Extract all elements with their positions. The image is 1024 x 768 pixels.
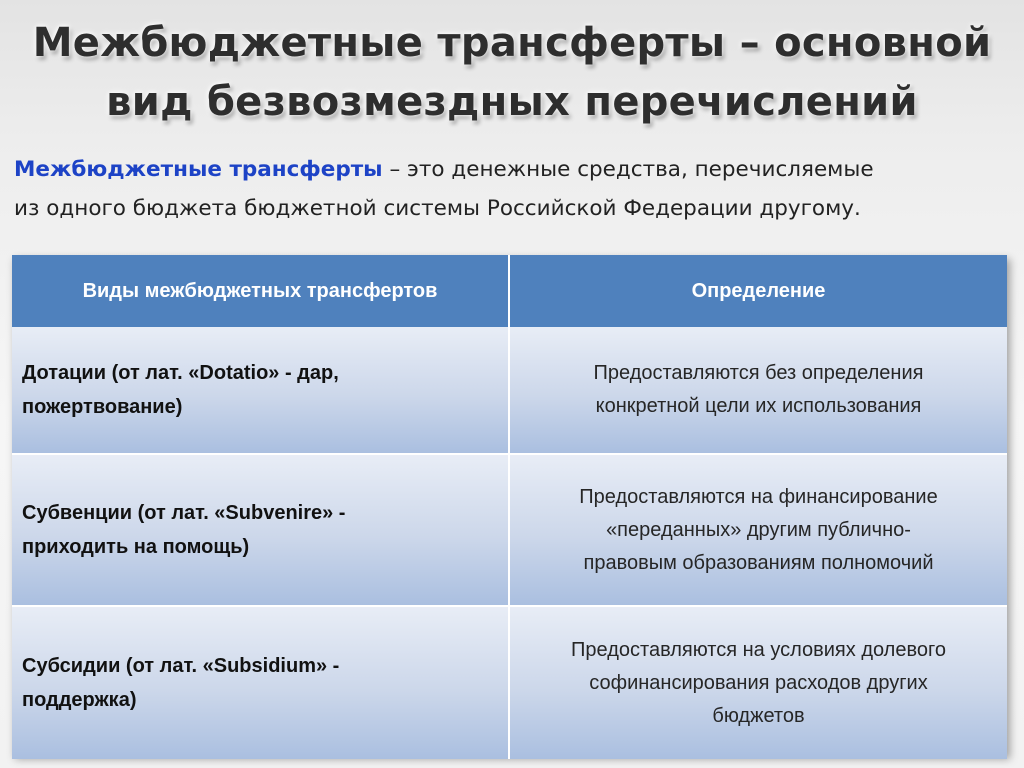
transfers-table-container [12,255,1007,755]
table-header-row [12,255,1007,327]
transfer-definition-cell [509,606,1007,759]
transfer-type-line: приходить на помощь) [22,536,250,558]
defined-term: Межбюджетные трансферты [14,157,383,182]
definition-paragraph [14,150,1004,228]
column-header-types: Виды межбюджетных трансфертов [12,255,509,327]
transfer-type-cell [12,454,509,606]
definition-line: правовым образованиям полномочий [583,551,934,574]
transfers-table [12,255,1007,759]
definition-line: конкретной цели их использования [595,395,922,417]
definition-text-1: – это денежные средства, перечисляемые [382,157,874,182]
column-header-definition: Определение [509,255,1007,327]
definition-line: «переданных» другим публично- [606,518,911,541]
transfer-type-line: Дотации (от лат. «Dotatio» - дар, [22,362,339,384]
transfer-type-line: Субсидии (от лат. «Subsidium» - [22,655,340,677]
transfer-type-cell [12,606,509,759]
table-row-dotations [12,327,1007,454]
definition-line: Предоставляются на финансирование [579,485,938,508]
slide-title-line-1: Межбюджетные трансферты – основной [32,20,992,66]
definition-line-2: из одного бюджета бюджетной системы Российской Федерации другому. [14,196,861,221]
definition-line-1 [14,150,1004,189]
transfer-type-line: поддержка) [22,689,137,711]
table-row-subsidies [12,606,1007,759]
slide-title [0,14,1024,132]
table-row-subventions [12,454,1007,606]
transfer-definition-cell [509,454,1007,606]
transfer-type-line: Субвенции (от лат. «Subvenire» - [22,502,346,524]
transfer-type-line: пожертвование) [22,396,183,418]
transfer-type-cell [12,327,509,454]
transfer-definition-cell [509,327,1007,454]
definition-line: Предоставляются без определения [593,362,924,384]
definition-line: бюджетов [712,704,805,727]
slide-title-line-2: вид безвозмездных перечислений [106,79,918,125]
definition-line: Предоставляются на условиях долевого [571,638,946,661]
definition-line: софинансирования расходов других [589,671,928,694]
